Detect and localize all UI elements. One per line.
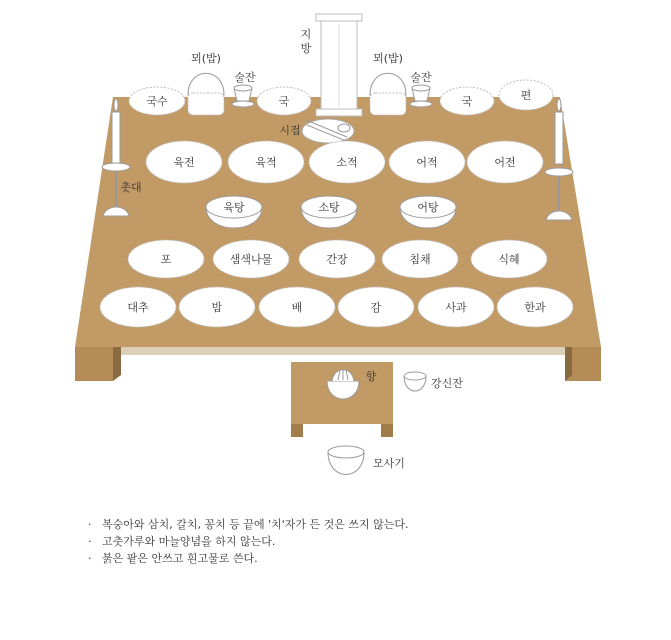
wine-cup-right-rim: [412, 85, 430, 91]
note-item: [88, 550, 648, 567]
sikhye-label: 식혜: [498, 253, 520, 266]
wine-cup-left-saucer: [232, 101, 254, 107]
eojeon-label: 어전: [494, 156, 516, 169]
sijeop-label: 시접: [279, 124, 301, 137]
mosagi-bowl: [328, 446, 364, 475]
note-text: 붉은 팥은 안쓰고 흰고물로 쓴다.: [102, 552, 258, 565]
moe-left-label: 뫼(밥): [191, 52, 221, 65]
jibang-label-2: 방: [300, 42, 312, 55]
gangsinjan-label: 강신잔: [431, 377, 463, 390]
note-bullet: ·: [88, 552, 92, 565]
moe-right-label: 뫼(밥): [373, 52, 403, 65]
chotdae-label: 촛대: [120, 181, 142, 194]
note-text: 복숭아와 삼치, 갈치, 꽁치 등 끝에 '치'자가 든 것은 쓰지 않는다.: [102, 518, 409, 531]
guksu-label: 국수: [146, 95, 168, 108]
po-label: 포: [160, 253, 172, 266]
jibang-tablet: [316, 14, 362, 116]
gangsinjan-cup: [404, 372, 426, 391]
bae-label: 배: [291, 301, 303, 314]
rice-bowl-left: [188, 73, 224, 95]
note-bullet: ·: [88, 535, 92, 548]
note-bullet: ·: [88, 518, 92, 531]
sijeop-spoon-dish: [302, 119, 354, 143]
yukjeok-label: 육적: [255, 156, 277, 169]
table-leg-left: [75, 347, 113, 381]
note-text: 고춧가루와 마늘양념을 하지 않는다.: [102, 535, 276, 548]
ganjang-label: 간장: [326, 253, 348, 266]
suljan-right-label: 술잔: [410, 71, 432, 84]
yukjeon-label: 육전: [173, 156, 195, 169]
jibang-label-1: 지: [300, 28, 312, 41]
pyeon-label: 편: [520, 89, 532, 102]
mosagi-label: 모사기: [373, 457, 405, 470]
table-apron-strip: [113, 347, 565, 355]
eotang-label: 어탕: [417, 201, 439, 214]
note-item: [88, 533, 648, 550]
eojeok-label: 어적: [416, 156, 438, 169]
rice-bowl-right: [370, 73, 406, 95]
yuktang-label: 육탕: [223, 201, 245, 214]
suljan-left-label: 술잔: [234, 71, 256, 84]
table-leg-left-side: [113, 347, 121, 381]
hyang-label: 향: [365, 370, 377, 383]
guk-left-label: 국: [278, 95, 290, 108]
sojeok-label: 소적: [336, 156, 358, 169]
namul-label: 샘색나물: [229, 253, 273, 266]
bam-label: 밤: [211, 301, 223, 314]
sagwa-label: 사과: [445, 301, 467, 314]
wine-cup-right-saucer: [410, 101, 432, 107]
wine-cup-left-rim: [234, 85, 252, 91]
gam-label: 감: [370, 301, 382, 314]
chimchae-label: 침채: [409, 253, 431, 266]
rice-bowl-left-base: [188, 93, 224, 115]
daechu-label: 대추: [127, 301, 149, 314]
guk-right-label: 국: [461, 95, 473, 108]
note-item: [88, 516, 648, 533]
rice-bowl-right-base: [370, 93, 406, 115]
notes-list: [88, 516, 648, 567]
hangwa-label: 한과: [524, 301, 546, 314]
sotang-label: 소탕: [318, 201, 340, 214]
